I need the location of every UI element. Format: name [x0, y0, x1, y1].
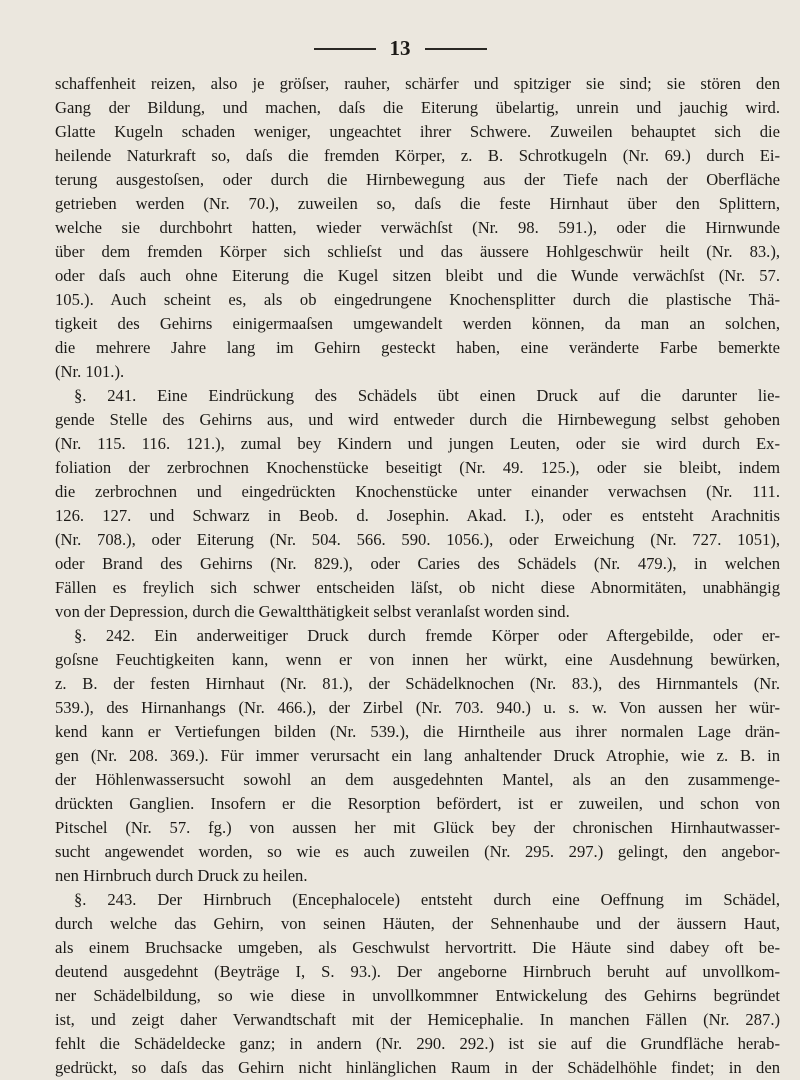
text-line: kend kann er Vertiefungen bilden (Nr. 539.), die Hirntheile aus ihrer normalen Lage drän-	[55, 722, 780, 741]
text-line: (Nr. 101.).	[55, 362, 125, 381]
page-header	[0, 36, 800, 61]
text-line: (Nr. 708.), oder Eiterung (Nr. 504. 566. 590. 1056.), oder Erweichung (Nr. 727. 1051),	[55, 530, 780, 549]
text-line: sucht angewendet worden, so wie es auch zuweilen (Nr. 295. 297.) gelingt, den angebor-	[55, 842, 780, 861]
text-line: foliation der zerbrochnen Knochenstücke beseitigt (Nr. 49. 125.), oder sie bleibt, indem	[55, 458, 780, 477]
text-line: Gang der Bildung, und machen, daſs die Eiterung übelartig, unrein und jauchig wird.	[55, 98, 780, 117]
section-heading-241: §. 241. Eine Eindrückung des Schädels übt einen Druck auf die darunter lie-	[74, 386, 780, 405]
text-line: Fällen es freylich sich schwer entscheiden läſst, ob nicht diese Abnormitäten, unabhängig	[55, 578, 780, 597]
text-line: ist, und zeigt daher Verwandtschaft mit der Hemicephalie. In manchen Fällen (Nr. 287.)	[55, 1010, 780, 1029]
text-line: die mehrere Jahre lang im Gehirn gesteckt haben, eine veränderte Farbe bemerkte	[55, 338, 780, 357]
text-line: die zerbrochnen und eingedrückten Knochenstücke unter einander verwachsen (Nr. 111.	[55, 482, 780, 501]
text-line: Pitschel (Nr. 57. fg.) von aussen her mit Glück bey der chronischen Hirnhautwasser-	[55, 818, 780, 837]
text-line: oder daſs auch ohne Eiterung die Kugel sitzen bleibt und die Wunde verwächſst (Nr. 57.	[55, 266, 780, 285]
text-line: fehlt die Schädeldecke ganz; in andern (Nr. 290. 292.) ist sie auf die Grundfläche herab-	[55, 1034, 780, 1053]
text-line: der Höhlenwassersucht sowohl an dem ausgedehnten Mantel, als an den zusammenge-	[55, 770, 780, 789]
text-line: 126. 127. und Schwarz in Beob. d. Josephin. Akad. I.), oder es entsteht Arachnitis	[55, 506, 780, 525]
section-heading-242: §. 242. Ein anderweitiger Druck durch fremde Körper oder Aftergebilde, oder er-	[74, 626, 780, 645]
header-rule-left	[314, 48, 376, 50]
page-number: 13	[389, 36, 411, 60]
text-line: (Nr. 115. 116. 121.), zumal bey Kindern und jungen Leuten, oder sie wird durch Ex-	[55, 434, 780, 453]
section-heading-243: §. 243. Der Hirnbruch (Encephalocele) entsteht durch eine Oeffnung im Schädel,	[74, 890, 780, 909]
text-line: gende Stelle des Gehirns aus, und wird entweder durch die Hirnbewegung selbst gehoben	[55, 410, 780, 429]
text-line: goſsne Feuchtigkeiten kann, wenn er von innen her würkt, eine Ausdehnung bewürken,	[55, 650, 780, 669]
text-line: terung ausgestoſsen, oder durch die Hirnbewegung aus der Tiefe nach der Oberfläche	[55, 170, 780, 189]
text-line: als einem Bruchsacke umgeben, als Geschwulst hervortritt. Die Häute sind dabey oft be-	[55, 938, 780, 957]
text-line: Glatte Kugeln schaden weniger, ungeachtet ihrer Schwere. Zuweilen behauptet sich die	[55, 122, 780, 141]
text-line: durch welche das Gehirn, von seinen Häuten, der Sehnenhaube und der äussern Haut,	[55, 914, 780, 933]
text-line: deutend ausgedehnt (Beyträge I, S. 93.). Der angeborne Hirnbruch beruht auf unvollkom-	[55, 962, 780, 981]
text-line: welche sie durchbohrt hatten, wieder verwächſst (Nr. 98. 591.), oder die Hirnwunde	[55, 218, 780, 237]
text-line: schaffenheit reizen, also je gröſser, rauher, schärfer und spitziger sie sind; sie stören den	[55, 74, 780, 93]
text-line: gen (Nr. 208. 369.). Für immer verursacht ein lang anhaltender Druck Atrophie, wie z. B. in	[55, 746, 780, 765]
text-line: heilende Naturkraft so, daſs die fremden Körper, z. B. Schrotkugeln (Nr. 69.) durch Ei-	[55, 146, 780, 165]
text-line: getrieben werden (Nr. 70.), zuweilen so, daſs die feste Hirnhaut über den Splittern,	[55, 194, 780, 213]
text-line: oder Brand des Gehirns (Nr. 829.), oder Caries des Schädels (Nr. 479.), in welchen	[55, 554, 780, 573]
text-line: z. B. der festen Hirnhaut (Nr. 81.), der Schädelknochen (Nr. 83.), des Hirnmantels (Nr.	[55, 674, 780, 693]
text-line: gedrückt, so daſs das Gehirn nicht hinlänglichen Raum in der Schädelhöhle findet; in den	[55, 1058, 780, 1077]
text-line: drückten Ganglien. Insofern er die Resorption befördert, ist er zuweilen, und schon von	[55, 794, 780, 813]
text-line: nen Hirnbruch durch Druck zu heilen.	[55, 866, 308, 885]
text-line: 539.), des Hirnanhangs (Nr. 466.), der Zirbel (Nr. 703. 940.) u. s. w. Von aussen her wür-	[55, 698, 780, 717]
text-line: 105.). Auch scheint es, als ob eingedrungene Knochensplitter durch die plastische Thä-	[55, 290, 780, 309]
header-rule-right	[425, 48, 487, 50]
text-line: von der Depression, durch die Gewaltthätigkeit selbst veranlaſst worden sind.	[55, 602, 570, 621]
text-line: ner Schädelbildung, so wie diese in unvollkommner Entwickelung des Gehirns begründet	[55, 986, 780, 1005]
text-line: tigkeit des Gehirns einigermaaſsen umgewandelt werden können, da man an solchen,	[55, 314, 780, 333]
text-line: über dem fremden Körper sich schlieſst und das äussere Hohlgeschwür heilt (Nr. 83.),	[55, 242, 780, 261]
